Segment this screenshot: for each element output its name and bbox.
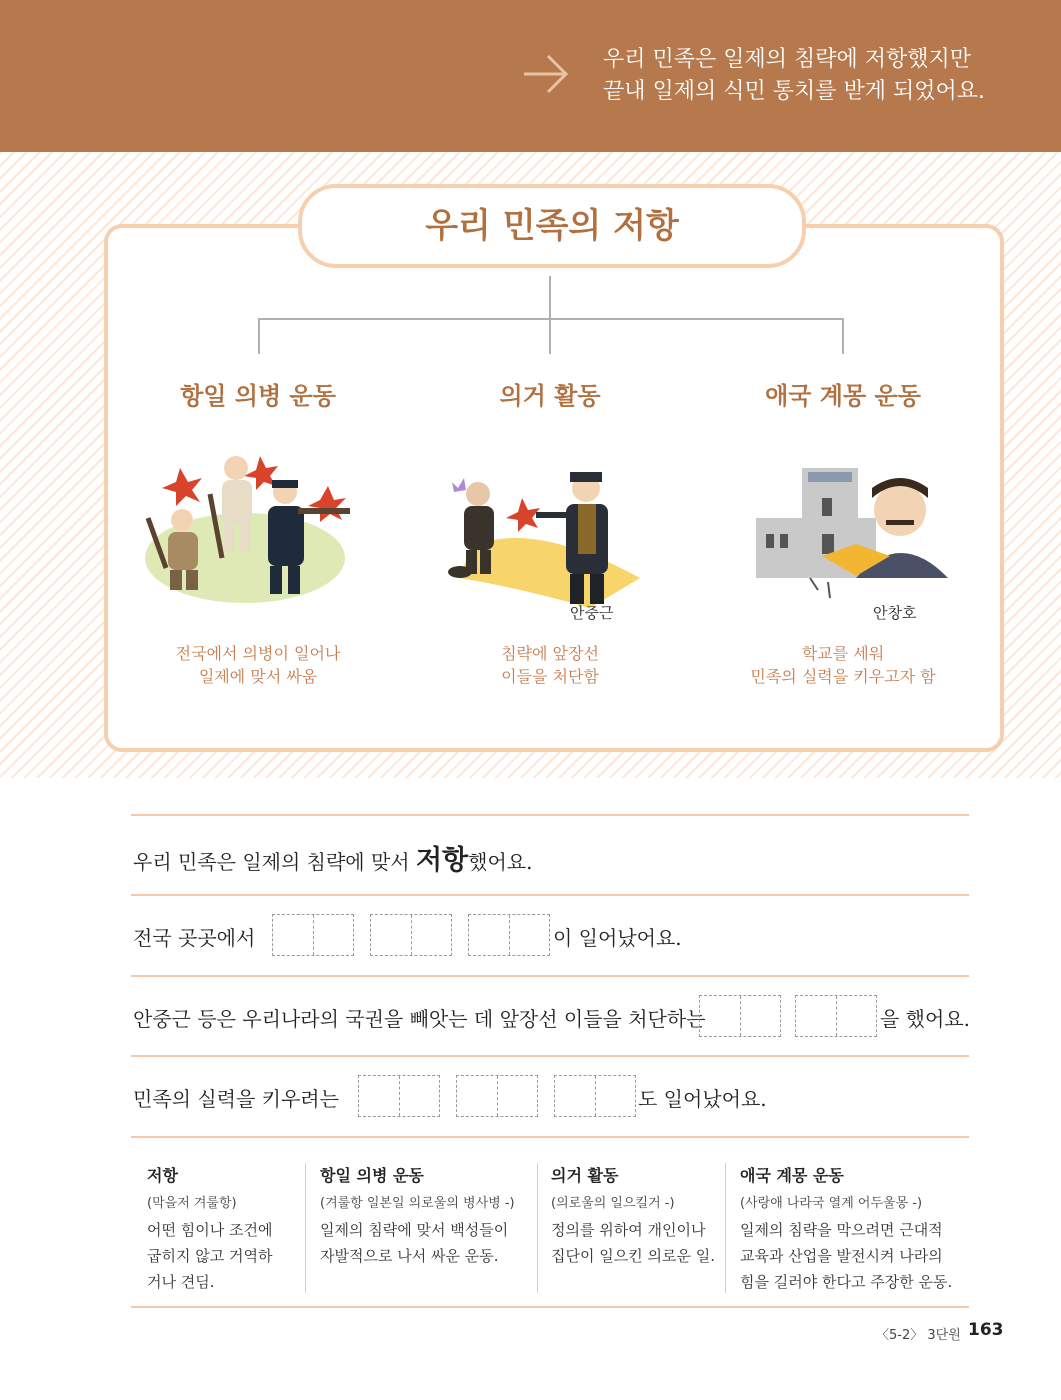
connector-horizontal bbox=[258, 318, 844, 320]
glossary-def-line: 힘을 길러야 한다고 주장한 운동. bbox=[740, 1273, 953, 1291]
glossary-divider bbox=[725, 1163, 726, 1293]
caption-patriotic-line-2: 민족의 실력을 키우고자 함 bbox=[750, 667, 936, 686]
category-title-righteous-deeds: 의거 활동 bbox=[499, 382, 601, 410]
page-number: 163 bbox=[968, 1320, 1004, 1340]
glossary-definition bbox=[740, 1217, 968, 1295]
glossary-term: 의거 활동 bbox=[551, 1166, 619, 1185]
diagram-title: 우리 민족의 저항 bbox=[298, 184, 806, 268]
exercise-line-1-after: 했어요. bbox=[468, 850, 533, 874]
rule-1 bbox=[131, 894, 969, 896]
caption-militia-line-2: 일제에 맞서 싸움 bbox=[198, 667, 318, 686]
exercise-line-1-before: 우리 민족은 일제의 침략에 맞서 bbox=[133, 850, 416, 874]
glossary-divider bbox=[537, 1163, 538, 1293]
militia-battle-illustration bbox=[140, 448, 350, 608]
caption-patriotic-enlightenment bbox=[693, 642, 993, 688]
connector-vertical-main bbox=[549, 276, 551, 354]
glossary-term: 애국 계몽 운동 bbox=[740, 1166, 844, 1185]
caption-righteous-line-2: 이들을 처단함 bbox=[501, 667, 599, 686]
exercise-keyword: 저항 bbox=[415, 845, 469, 876]
person-label-ahn-jung-geun: 안중근 bbox=[570, 604, 614, 622]
caption-militia-line-1: 전국에서 의병이 일어나 bbox=[175, 644, 341, 663]
glossary-def-line: 거나 견딤. bbox=[147, 1273, 215, 1291]
exercise-line-2-before: 전국 곳곳에서 bbox=[133, 926, 256, 950]
connector-right bbox=[842, 318, 844, 354]
exercise-line-3-before: 안중근 등은 우리나라의 국권을 빼앗는 데 앞장선 이들을 처단하는 bbox=[133, 1007, 706, 1031]
unit-label: 〈5-2〉 3단원 bbox=[876, 1328, 961, 1343]
glossary-term: 저항 bbox=[147, 1166, 178, 1185]
glossary-entry-militia bbox=[320, 1163, 530, 1269]
exercise-line-3-after: 을 했어요. bbox=[880, 1007, 970, 1031]
glossary-definition bbox=[551, 1217, 721, 1269]
person-label-ahn-chang-ho: 안창호 bbox=[873, 604, 917, 622]
rule-4 bbox=[131, 1136, 969, 1138]
glossary-def-line: 자발적으로 나서 싸운 운동. bbox=[320, 1247, 499, 1265]
glossary-definition bbox=[147, 1217, 297, 1295]
answer-box[interactable] bbox=[456, 1075, 538, 1117]
glossary-definition bbox=[320, 1217, 530, 1269]
answer-box[interactable] bbox=[554, 1075, 636, 1117]
category-title-militia: 항일 의병 운동 bbox=[180, 382, 336, 410]
exercise-line-4-before: 민족의 실력을 키우려는 bbox=[133, 1087, 339, 1111]
caption-militia bbox=[108, 642, 408, 688]
glossary-hanja: (막을저 겨룰항) bbox=[147, 1196, 237, 1211]
exercise-line-4-after: 도 일어났어요. bbox=[638, 1087, 767, 1111]
answer-box[interactable] bbox=[370, 914, 452, 956]
glossary-def-line: 어떤 힘이나 조건에 bbox=[147, 1221, 273, 1239]
glossary-entry-righteous-deeds bbox=[551, 1163, 721, 1269]
glossary-hanja: (의로울의 일으킬거 -) bbox=[551, 1196, 675, 1211]
rule-bottom bbox=[131, 1306, 969, 1308]
top-banner bbox=[0, 0, 1061, 152]
caption-righteous-line-1: 침략에 앞장선 bbox=[501, 644, 599, 663]
connector-left bbox=[258, 318, 260, 354]
banner-summary bbox=[603, 44, 985, 108]
rule-top bbox=[131, 814, 969, 816]
ahn-chang-ho-illustration bbox=[752, 448, 962, 608]
answer-box[interactable] bbox=[468, 914, 550, 956]
glossary-hanja: (사랑애 나라국 열계 어두울몽 -) bbox=[740, 1196, 923, 1211]
caption-patriotic-line-1: 학교를 세워 bbox=[801, 644, 885, 663]
answer-box[interactable] bbox=[795, 995, 877, 1037]
glossary-def-line: 굽히지 않고 거역하 bbox=[147, 1247, 273, 1265]
rule-3 bbox=[131, 1055, 969, 1057]
answer-box[interactable] bbox=[358, 1075, 440, 1117]
exercise-line-1 bbox=[133, 838, 532, 877]
ahn-jung-geun-illustration bbox=[440, 448, 650, 608]
glossary-def-line: 일제의 침략에 맞서 백성들이 bbox=[320, 1221, 509, 1239]
exercise-line-2-after: 이 일어났어요. bbox=[553, 926, 682, 950]
glossary-hanja: (겨룰항 일본일 의로울의 병사병 -) bbox=[320, 1196, 515, 1211]
glossary-entry-resistance bbox=[147, 1163, 297, 1295]
answer-box[interactable] bbox=[699, 995, 781, 1037]
caption-righteous-deeds bbox=[400, 642, 700, 688]
glossary-term: 항일 의병 운동 bbox=[320, 1166, 424, 1185]
answer-box[interactable] bbox=[272, 914, 354, 956]
arrow-right-icon bbox=[520, 48, 572, 100]
banner-line-2: 끝내 일제의 식민 통치를 받게 되었어요. bbox=[603, 79, 985, 104]
category-title-patriotic-enlightenment: 애국 계몽 운동 bbox=[765, 382, 921, 410]
glossary-divider bbox=[305, 1163, 306, 1293]
glossary-entry-patriotic-enlightenment bbox=[740, 1163, 968, 1295]
glossary-def-line: 정의를 위하여 개인이나 bbox=[551, 1221, 706, 1239]
glossary-def-line: 교육과 산업을 발전시켜 나라의 bbox=[740, 1247, 943, 1265]
rule-2 bbox=[131, 975, 969, 977]
glossary-def-line: 일제의 침략을 막으려면 근대적 bbox=[740, 1221, 943, 1239]
banner-line-1: 우리 민족은 일제의 침략에 저항했지만 bbox=[603, 47, 972, 72]
glossary-def-line: 집단이 일으킨 의로운 일. bbox=[551, 1247, 715, 1265]
